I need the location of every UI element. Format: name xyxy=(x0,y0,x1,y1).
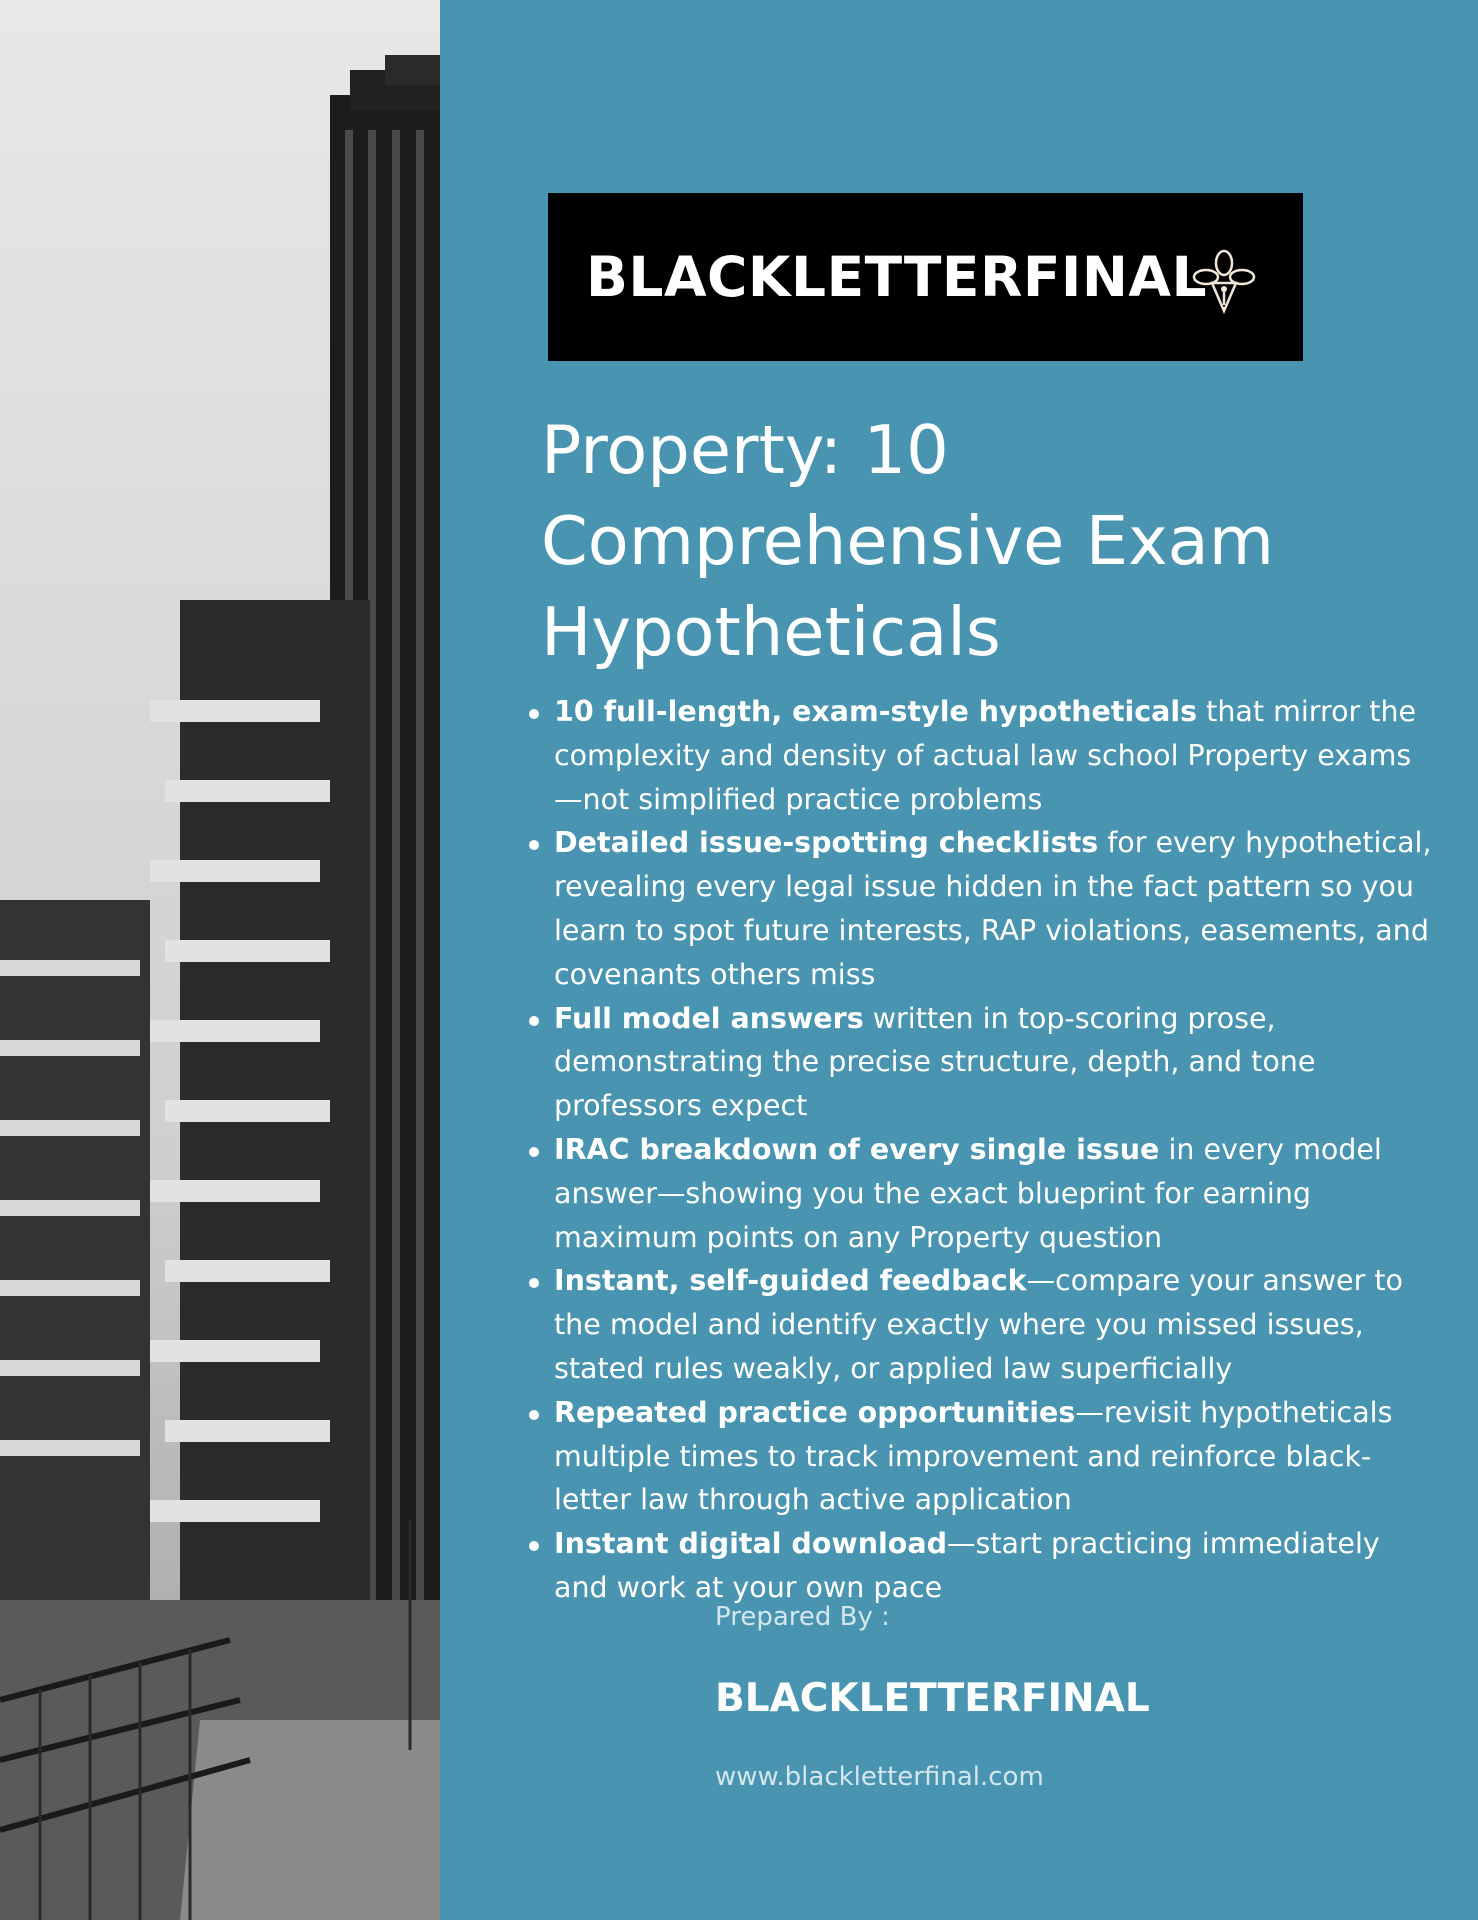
list-item xyxy=(554,690,1434,821)
content-panel xyxy=(440,0,1478,1920)
feature-highlight: Repeated practice opportunities xyxy=(554,1395,1076,1429)
feature-highlight: 10 full-length, exam-style hypotheticals xyxy=(554,695,1198,728)
feature-text: —start practicing immediately and work at your own pace xyxy=(554,1527,1380,1604)
logo-banner xyxy=(548,193,1303,361)
feature-text: in every model answer—showing you the exact blueprint for earning maximum points on any Property question xyxy=(554,1132,1382,1254)
logo-text: BLACKLETTERFINAL xyxy=(586,245,1208,309)
building-photo xyxy=(0,0,440,1920)
page-title: Property: 10 Comprehensive Exam Hypotheticals xyxy=(541,411,1275,671)
feature-highlight: Detailed issue-spotting checklists xyxy=(554,826,1099,860)
feature-highlight: IRAC breakdown of every single issue xyxy=(554,1132,1160,1166)
list-item xyxy=(554,1522,1434,1610)
list-item xyxy=(554,1259,1434,1390)
footer-brand: BLACKLETTERFINAL xyxy=(715,1676,1150,1721)
skyscraper-image xyxy=(0,0,440,1920)
prepared-by-label: Prepared By : xyxy=(715,1602,890,1632)
feature-highlight: Instant, self-guided feedback xyxy=(554,1264,1027,1298)
pen-nib-icon xyxy=(1188,245,1260,317)
feature-text: —revisit hypotheticals multiple times to track improvement and reinforce black-letter law through active application xyxy=(554,1395,1393,1517)
list-item xyxy=(554,997,1434,1128)
feature-highlight: Instant digital download xyxy=(554,1527,948,1561)
feature-highlight: Full model answers xyxy=(554,1001,864,1035)
list-item xyxy=(554,1128,1434,1259)
list-item xyxy=(554,1391,1434,1522)
feature-text: —compare your answer to the model and identify exactly where you missed issues, stated rules weakly, or applied law superficially xyxy=(554,1264,1403,1385)
list-item xyxy=(554,821,1434,996)
feature-list xyxy=(554,690,1434,1610)
feature-text: written in top-scoring prose, demonstrating the precise structure, depth, and tone professors expect xyxy=(554,1001,1316,1123)
feature-text: for every hypothetical, revealing every legal issue hidden in the fact pattern so you learn to spot future interests, RAP violations, easements, and covenants others miss xyxy=(554,826,1432,991)
feature-text: that mirror the complexity and density of actual law school Property exams—not simplified practice problems xyxy=(554,695,1417,816)
website-link[interactable]: www.blackletterfinal.com xyxy=(715,1762,1044,1792)
